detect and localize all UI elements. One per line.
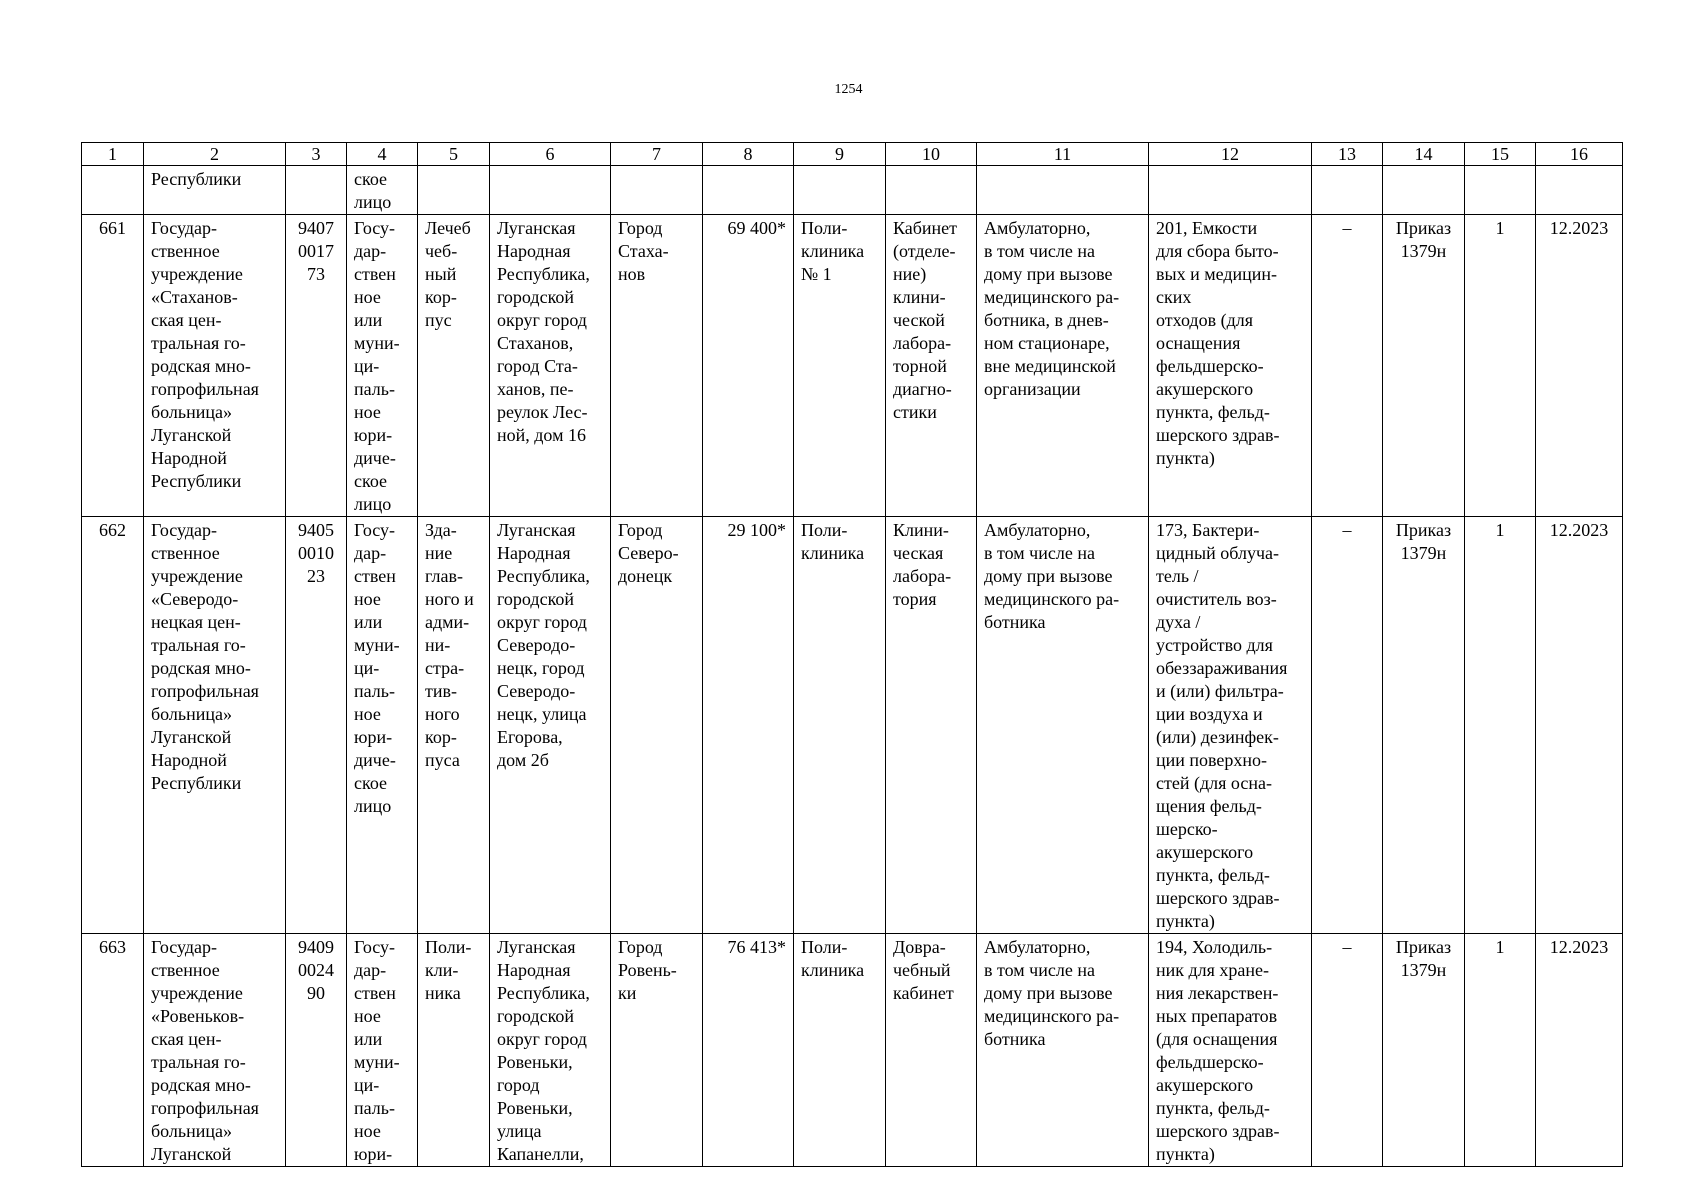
table-cell	[977, 166, 1149, 215]
address-cell: Луганская Народная Республика, городской округ город Ровеньки, город Ровеньки, улица Капанелли,	[490, 934, 611, 1167]
column-number-row	[82, 143, 1623, 166]
order-cell: Приказ 1379н	[1383, 517, 1465, 934]
quantity-cell: 1	[1465, 517, 1536, 934]
quantity-cell: 1	[1465, 215, 1536, 517]
table-cell	[1149, 166, 1312, 215]
city-cell: Город Стаха- нов	[611, 215, 703, 517]
table-cell	[886, 166, 977, 215]
table-cell	[1536, 166, 1623, 215]
organization-cell: Государ- ственное учреждение «Северодо- нецкая цен- тральная го- родская мно- гопрофильная больница» Луганской Народной Республики	[144, 517, 286, 934]
date-cell: 12.2023	[1536, 517, 1623, 934]
column-header: 11	[977, 143, 1149, 166]
table-cell	[1465, 166, 1536, 215]
column-header: 8	[703, 143, 794, 166]
order-cell: Приказ 1379н	[1383, 215, 1465, 517]
building-cell: Лечеб чеб- ный кор- пус	[418, 215, 490, 517]
population-cell: 76 413*	[703, 934, 794, 1167]
equipment-cell: 194, Холодиль- ник для хране- ния лекарствен- ных препаратов (для оснащения фельдшерско- акушерского пункта, фельд- шерского здрав- пункта)	[1149, 934, 1312, 1167]
row-number-cell: 661	[82, 215, 144, 517]
continuation-row	[82, 166, 1623, 215]
order-cell: Приказ 1379н	[1383, 934, 1465, 1167]
quantity-cell: 1	[1465, 934, 1536, 1167]
date-cell: 12.2023	[1536, 215, 1623, 517]
ogrn-cell: 9407 0017 73	[286, 215, 347, 517]
col13-cell: –	[1312, 517, 1383, 934]
organization-cell: Государ- ственное учреждение «Ровеньков- ская цен- тральная го- родская мно- гопрофильная больница» Луганской	[144, 934, 286, 1167]
department-cell: Клини- ческая лабора- тория	[886, 517, 977, 934]
table-cell: Республики	[144, 166, 286, 215]
population-cell: 69 400*	[703, 215, 794, 517]
address-cell: Луганская Народная Республика, городской округ город Стаханов, город Ста- ханов, пе- реулок Лес- ной, дом 16	[490, 215, 611, 517]
ogrn-cell: 9409 0024 90	[286, 934, 347, 1167]
table-cell	[286, 166, 347, 215]
column-header: 14	[1383, 143, 1465, 166]
unit-cell: Поли- клиника № 1	[794, 215, 886, 517]
table-cell	[82, 166, 144, 215]
unit-cell: Поли- клиника	[794, 517, 886, 934]
organization-cell: Государ- ственное учреждение «Стаханов- ская цен- тральная го- родская мно- гопрофильная больница» Луганской Народной Республики	[144, 215, 286, 517]
population-cell: 29 100*	[703, 517, 794, 934]
table-row	[82, 934, 1623, 1167]
page-number: 1254	[834, 82, 863, 97]
table-row	[82, 517, 1623, 934]
column-header: 15	[1465, 143, 1536, 166]
column-header: 5	[418, 143, 490, 166]
city-cell: Город Ровень- ки	[611, 934, 703, 1167]
department-cell: Довра- чебный кабинет	[886, 934, 977, 1167]
row-number-cell: 662	[82, 517, 144, 934]
column-header: 1	[82, 143, 144, 166]
column-header: 13	[1312, 143, 1383, 166]
equipment-cell: 201, Емкости для сбора быто- вых и медицин- ских отходов (для оснащения фельдшерско- акушерского пункта, фельд- шерского здрав- пункта)	[1149, 215, 1312, 517]
unit-cell: Поли- клиника	[794, 934, 886, 1167]
table-cell	[1312, 166, 1383, 215]
column-header: 3	[286, 143, 347, 166]
column-header: 6	[490, 143, 611, 166]
column-header: 10	[886, 143, 977, 166]
row-number-cell: 663	[82, 934, 144, 1167]
table-cell	[611, 166, 703, 215]
column-header: 2	[144, 143, 286, 166]
table-cell	[1383, 166, 1465, 215]
conditions-cell: Амбулаторно, в том числе на дому при вызове медицинского ра- ботника, в днев- ном стационаре, вне медицинской организации	[977, 215, 1149, 517]
conditions-cell: Амбулаторно, в том числе на дому при вызове медицинского ра- ботника	[977, 517, 1149, 934]
table-cell	[418, 166, 490, 215]
column-header: 12	[1149, 143, 1312, 166]
table-cell	[794, 166, 886, 215]
table-row	[82, 215, 1623, 517]
column-header: 7	[611, 143, 703, 166]
column-header: 16	[1536, 143, 1623, 166]
address-cell: Луганская Народная Республика, городской округ город Северодо- нецк, город Северодо- нецк, улица Егорова, дом 2б	[490, 517, 611, 934]
equipment-table	[81, 142, 1623, 1167]
table-cell	[703, 166, 794, 215]
legal-form-cell: Госу- дар- ствен ное или муни- ци- паль- ное юри- диче- ское лицо	[347, 215, 418, 517]
department-cell: Кабинет (отделе- ние) клини- ческой лабора- торной диагно- стики	[886, 215, 977, 517]
col13-cell: –	[1312, 934, 1383, 1167]
building-cell: Зда- ние глав- ного и адми- ни- стра- тив- ного кор- пуса	[418, 517, 490, 934]
legal-form-cell: Госу- дар- ствен ное или муни- ци- паль- ное юри-	[347, 934, 418, 1167]
column-header: 9	[794, 143, 886, 166]
col13-cell: –	[1312, 215, 1383, 517]
column-header: 4	[347, 143, 418, 166]
legal-form-cell: Госу- дар- ствен ное или муни- ци- паль- ное юри- диче- ское лицо	[347, 517, 418, 934]
date-cell: 12.2023	[1536, 934, 1623, 1167]
conditions-cell: Амбулаторно, в том числе на дому при вызове медицинского ра- ботника	[977, 934, 1149, 1167]
table-cell	[490, 166, 611, 215]
table-cell: ское лицо	[347, 166, 418, 215]
ogrn-cell: 9405 0010 23	[286, 517, 347, 934]
building-cell: Поли- кли- ника	[418, 934, 490, 1167]
city-cell: Город Северо- донецк	[611, 517, 703, 934]
equipment-cell: 173, Бактери- цидный облуча- тель / очиститель воз- духа / устройство для обеззараживания и (или) фильтра- ции воздуха и (или) дезинфек- ции поверхно- стей (для осна- щения фельд- шерско- акушерского пункта, фельд- шерского здрав- пункта)	[1149, 517, 1312, 934]
